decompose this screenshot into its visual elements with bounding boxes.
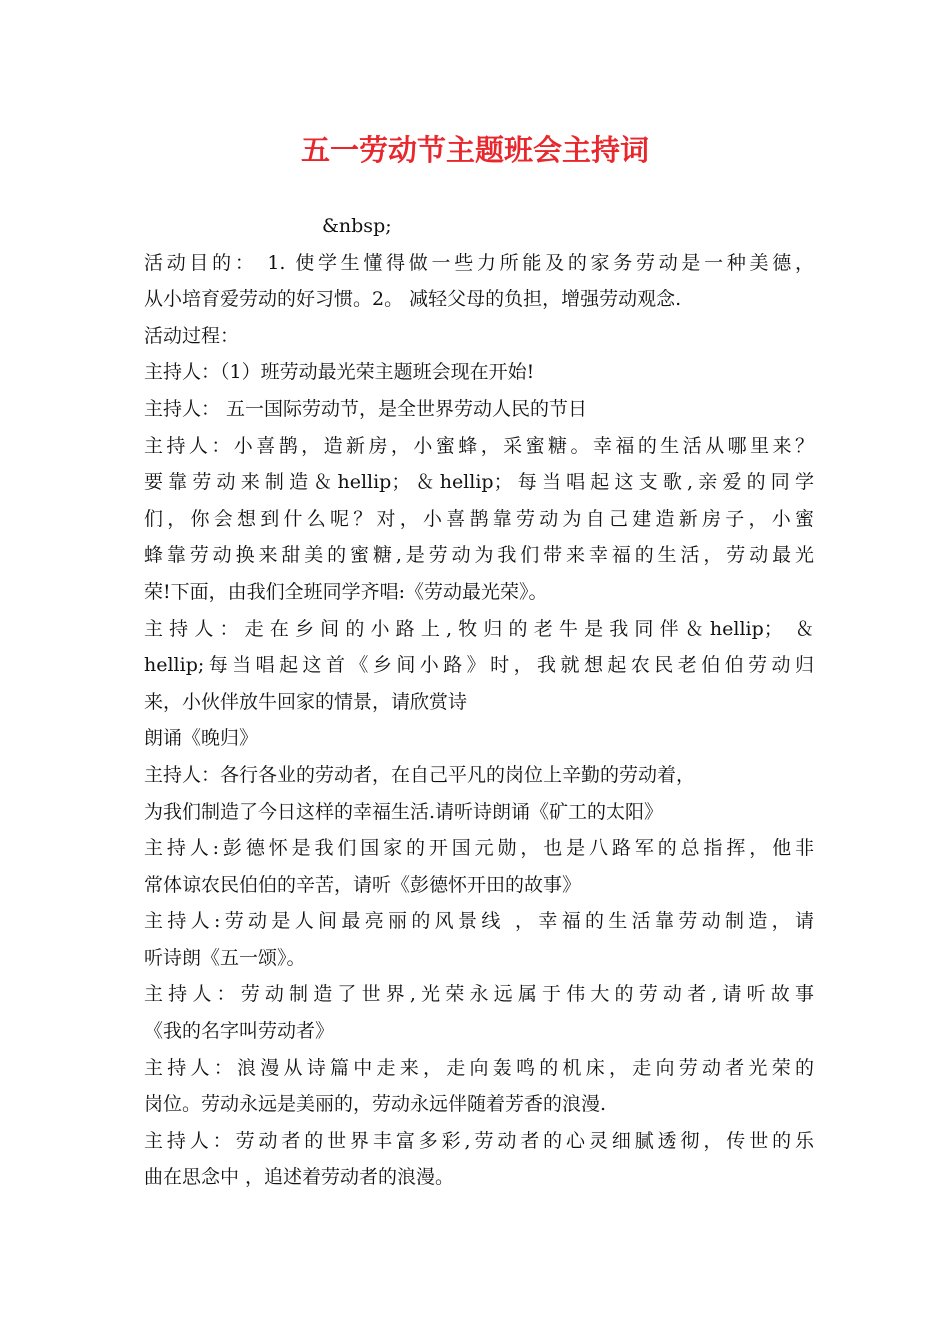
text-line: 主持人：浪漫从诗篇中走来，走向轰鸣的机床，走向劳动者光荣的 [144,1056,814,1079]
text-line: &nbsp; [322,215,392,237]
text-line: hellip;每当唱起这首《乡间小路》时，我就想起农民老伯伯劳动归 [144,654,814,677]
text-line: 曲在思念中 ，追述着劳动者的浪漫。 [144,1166,455,1189]
document-body [144,208,814,1196]
text-line: 主持人：劳动制造了世界,光荣永远属于伟大的劳动者,请听故事 [144,983,814,1006]
text-line: 为我们制造了今日这样的幸福生活.请听诗朗诵《矿工的太阳》 [144,800,664,823]
text-line: 主持人：走在乡间的小路上,牧归的老牛是我同伴＆hellip； ＆ [144,617,814,640]
text-line: 荣!下面，由我们全班同学齐唱:《劳动最光荣》。 [144,580,548,603]
text-line: 蜂靠劳动换来甜美的蜜糖,是劳动为我们带来幸福的生活，劳动最光 [144,544,814,567]
text-line: 们，你会想到什么呢？对，小喜鹊靠劳动为自己建造新房子，小蜜 [144,507,814,530]
text-line: 活动目的： 1. 使学生懂得做一些力所能及的家务劳动是一种美德， [144,251,814,274]
text-line: 来，小伙伴放牛回家的情景，请欣赏诗 [144,690,468,713]
text-line: 主持人：（1）班劳动最光荣主题班会现在开始! [144,361,535,384]
text-line: 要靠劳动来制造＆hellip；＆hellip；每当唱起这支歌,亲爱的同学 [144,471,814,494]
text-line: 主持人:彭德怀是我们国家的开国元勋，也是八路军的总指挥，他非 [144,837,814,860]
text-line: 主持人:劳动是人间最亮丽的风景线 ，幸福的生活靠劳动制造，请 [144,910,814,933]
text-line: 主持人：各行各业的劳动者，在自己平凡的岗位上辛勤的劳动着， [144,763,696,786]
text-line: 《我的名字叫劳动者》 [144,1020,335,1043]
text-line: 主持人：劳动者的世界丰富多彩,劳动者的心灵细腻透彻，传世的乐 [144,1129,814,1152]
text-line: 常体谅农民伯伯的辛苦，请听《彭德怀开田的故事》 [144,873,582,896]
text-line: 活动过程： [144,324,240,347]
text-line: 主持人： 五一国际劳动节，是全世界劳动人民的节日 [144,397,588,420]
text-line: 岗位。劳动永远是美丽的，劳动永远伴随着芳香的浪漫. [144,1093,607,1116]
text-line: 朗诵《晚归》 [144,727,259,750]
document-title: 五一劳动节主题班会主持词 [300,133,649,167]
text-line: 从小培育爱劳动的好习惯。2。 减轻父母的负担，增强劳动观念. [144,288,682,311]
text-line: 主持人：小喜鹊，造新房，小蜜蜂，采蜜糖。幸福的生活从哪里来？ [144,434,814,457]
text-line: 听诗朗《五一颂》。 [144,946,306,969]
